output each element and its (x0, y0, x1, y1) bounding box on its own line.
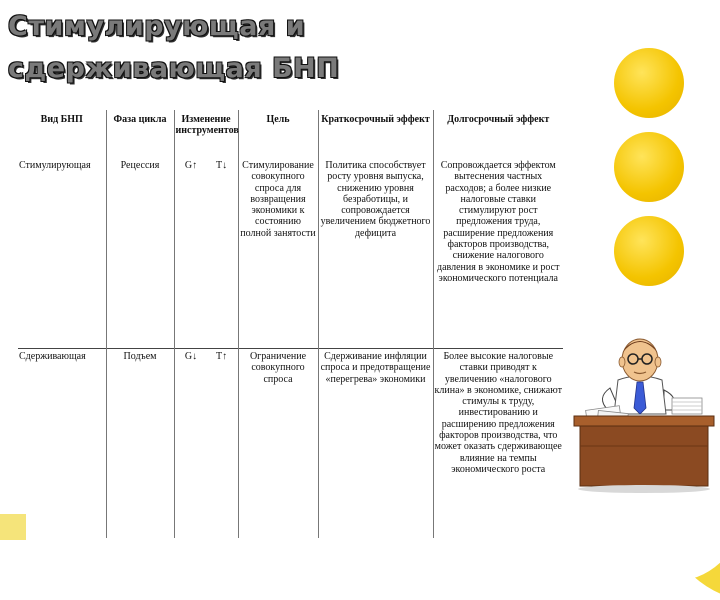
decorative-circle-3 (614, 216, 684, 286)
slide-title (8, 6, 339, 90)
header-type: Вид БНП (18, 110, 106, 158)
header-goal: Цель (238, 110, 318, 158)
decorative-circle-2 (614, 132, 684, 202)
table-header-row (18, 110, 563, 158)
instrument-t: T↓ (215, 160, 228, 171)
cell-goal: Ограничение совокупного спроса (238, 349, 318, 539)
header-instruments: Изменение инструментов (174, 110, 238, 158)
cell-goal: Стимулирование совокупного спроса для возвращения экономики к состоянию полной занятости (238, 158, 318, 349)
cell-phase: Подъем (106, 349, 174, 539)
cell-long-term: Сопровождается эффектом вытеснения частных расходов; а более низкие налоговые ставки стимулируют рост предложения труда, расширение предложения факторов производства, снижение налогового давления в экономике и рост экономического потенциала (436, 160, 560, 284)
instrument-g: G↑ (184, 160, 198, 171)
cell-instruments (174, 349, 238, 539)
fiscal-policy-table (18, 110, 563, 538)
title-line-2: сдерживающая БНП (8, 53, 340, 84)
header-phase: Фаза цикла (106, 110, 174, 158)
title-line-1: Стимулирующая и (8, 11, 306, 42)
instrument-t: T↑ (215, 351, 228, 362)
cell-instruments (174, 158, 238, 349)
decorative-circle-1 (614, 48, 684, 118)
table-row (18, 349, 563, 539)
cell-long-term: Более высокие налоговые ставки приводят к увеличению «налогового клина» в экономике, снижают стимулы к труду, инвестированию и расширению предложения факторов производства, что может оказать сдерживающее влияние на темпы экономического роста (433, 349, 563, 539)
cell-short-term: Сдерживание инфляции спроса и предотвращение «перегрева» экономики (318, 349, 433, 539)
header-long-term: Долгосрочный эффект (447, 114, 550, 125)
cell-type: Стимулирующая (18, 158, 106, 349)
header-short-term: Краткосрочный эффект (318, 110, 433, 158)
cartoon-man-at-desk-icon (568, 318, 718, 493)
cell-short-term: Политика способствует росту уровня выпуска, снижению уровня безработицы, и сопровождается увеличением бюджетного дефицита (318, 158, 433, 349)
table-row (18, 158, 563, 349)
cell-type: Сдерживающая (18, 349, 106, 539)
cell-phase: Рецессия (106, 158, 174, 349)
instrument-g: G↓ (184, 351, 198, 362)
